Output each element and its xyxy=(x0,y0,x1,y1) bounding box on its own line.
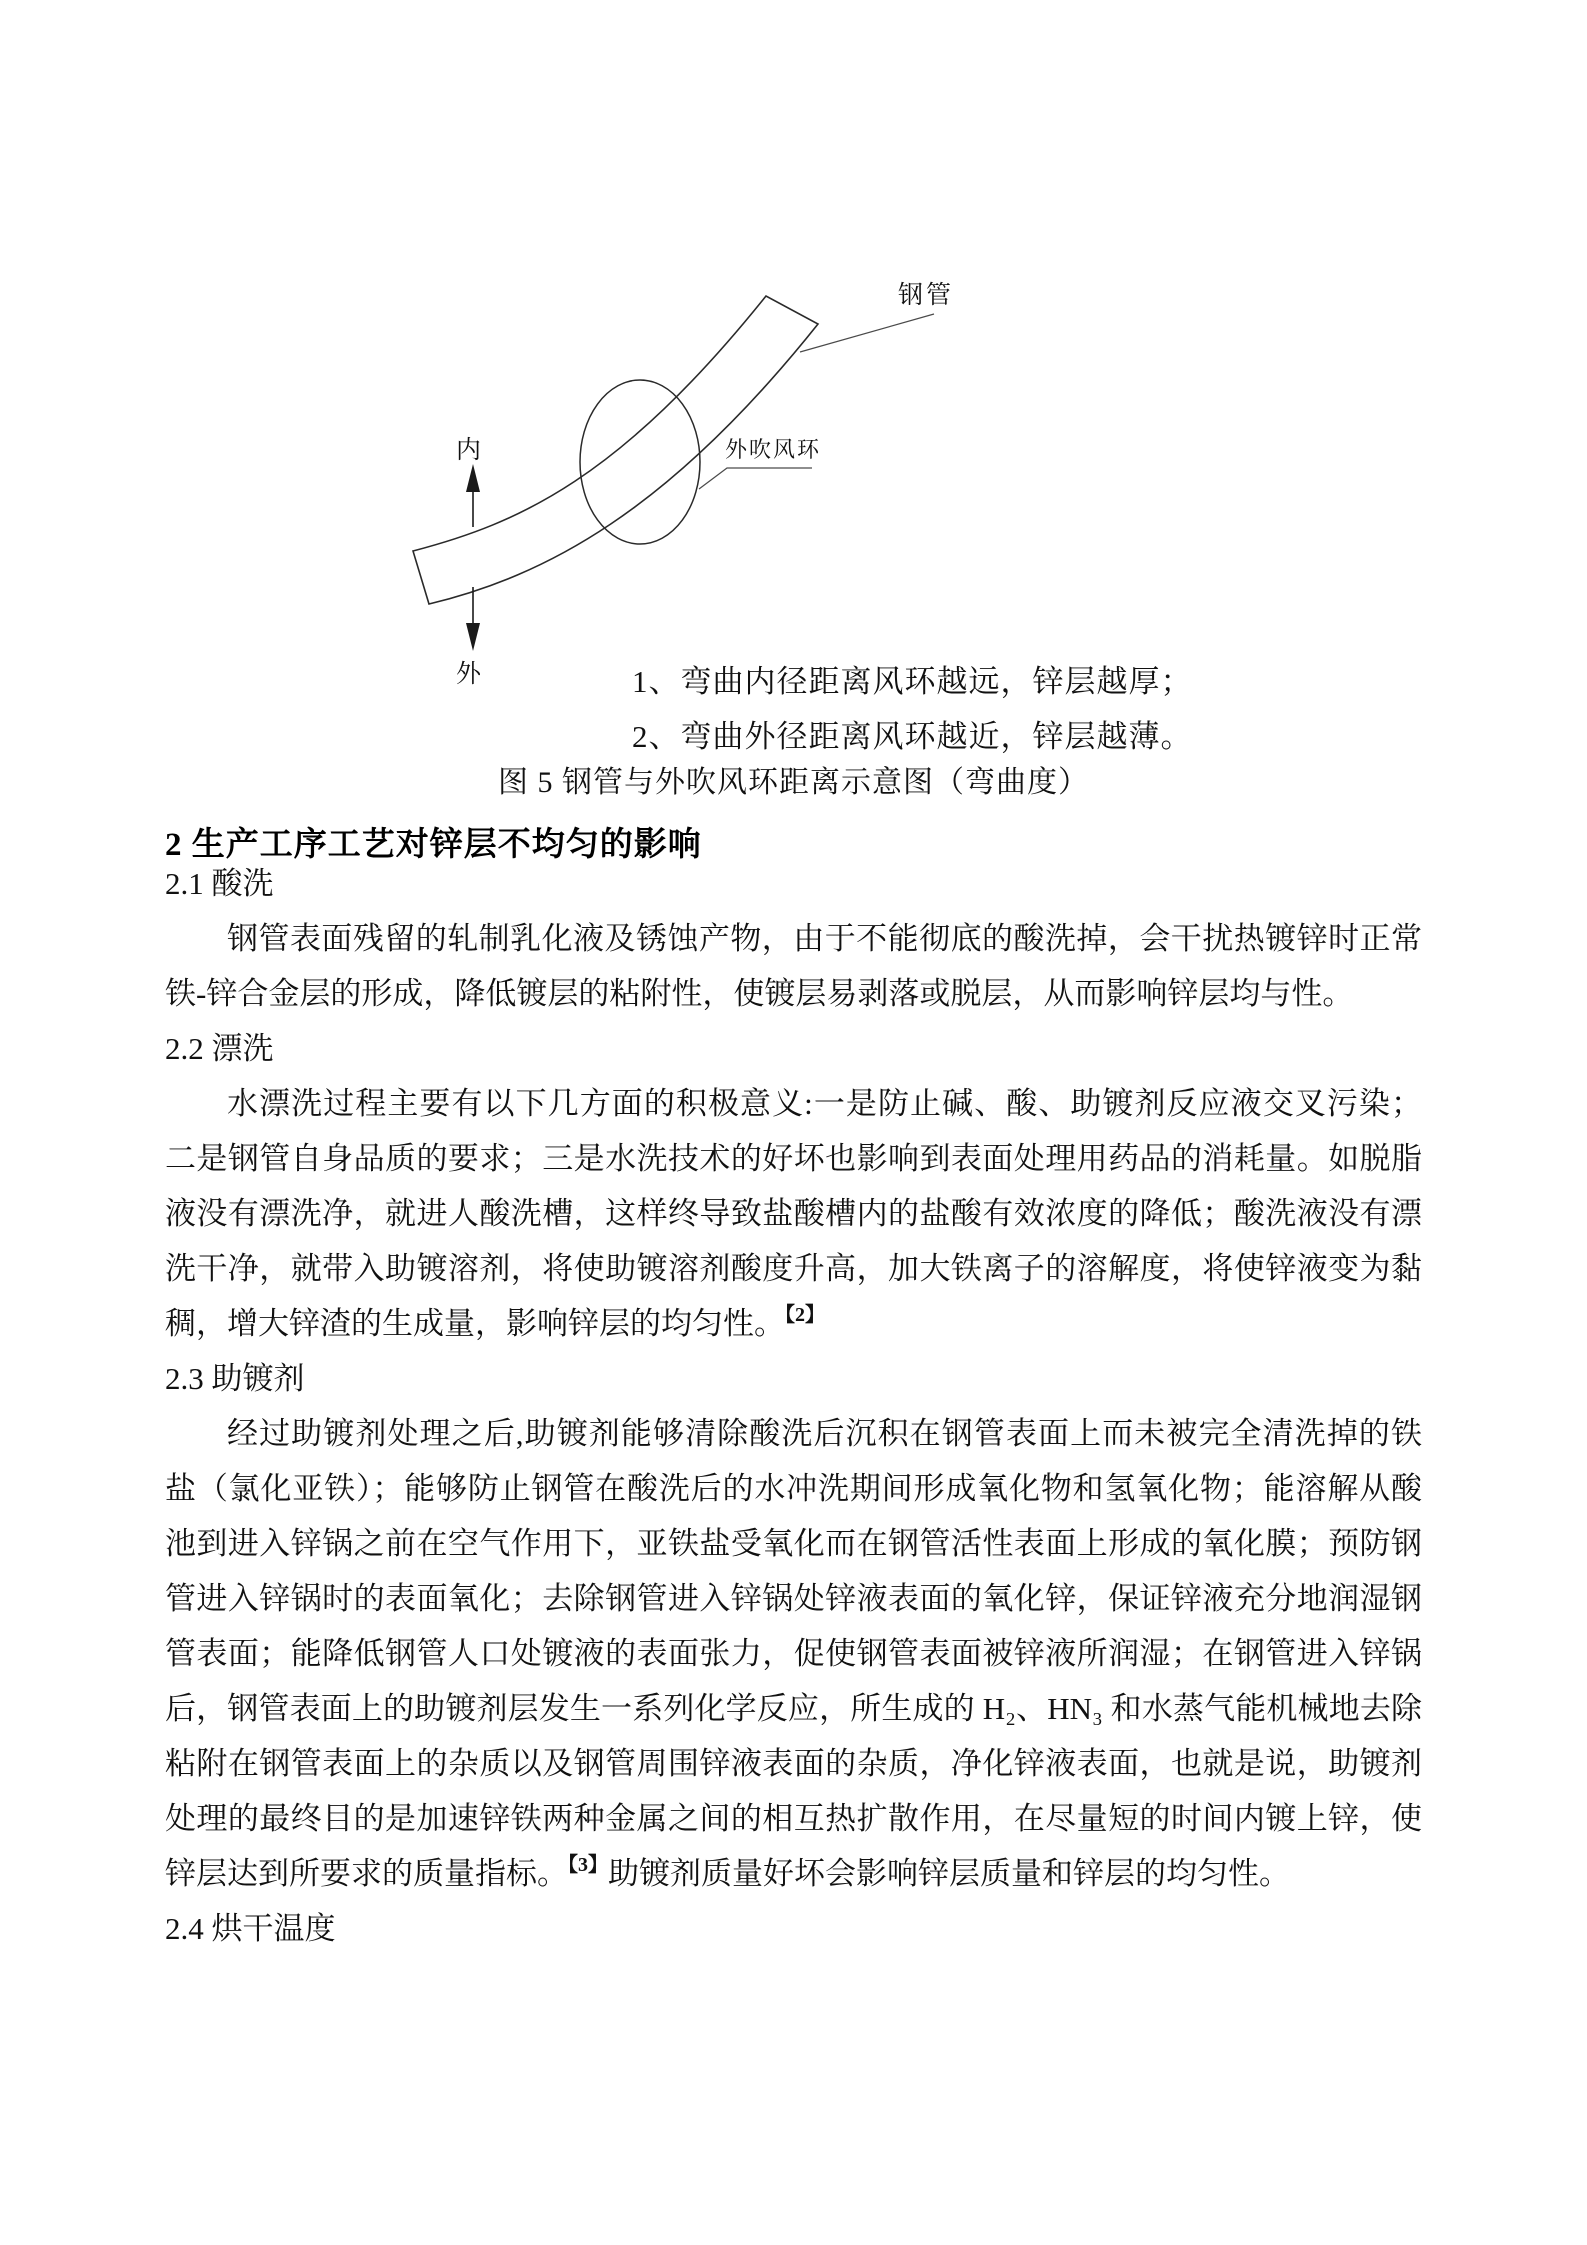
figure-caption: 图 5 钢管与外吹风环距离示意图（弯曲度） xyxy=(498,766,1089,799)
body-text xyxy=(165,856,1422,1956)
chapter-heading: 2 生产工序工艺对锌层不均匀的影响 xyxy=(165,827,702,863)
paragraph-line: 液没有漂洗净，就进人酸洗槽，这样终导致盐酸槽内的盐酸有效浓度的降低；酸洗液没有漂 xyxy=(165,1196,1422,1231)
paragraph-line xyxy=(165,1296,1422,1351)
paragraph-text: 稠，增大锌渣的生成量，影响锌层的均匀性。 xyxy=(165,1306,785,1341)
section-2-3-label: 2.3 助镀剂 xyxy=(165,1361,305,1396)
paragraph-line: 粘附在钢管表面上的杂质以及钢管周围锌液表面的杂质，净化锌液表面，也就是说，助镀剂 xyxy=(165,1746,1422,1781)
paragraph-line: 后，钢管表面上的助镀剂层发生一系列化学反应，所生成的 H₂、HN₃ 和水蒸气能机械地去除 xyxy=(165,1691,1422,1726)
figure-note-2: 2、弯曲外径距离风环越近，锌层越薄。 xyxy=(632,719,1193,754)
paragraph-line: 水漂洗过程主要有以下几方面的积极意义:一是防止碱、酸、助镀剂反应液交叉污染； xyxy=(227,1086,1422,1121)
figure-pipe-airring-schematic xyxy=(0,0,1587,760)
paragraph-line: 盐（氯化亚铁）；能够防止钢管在酸洗后的水冲洗期间形成氧化物和氢氧化物；能溶解从酸 xyxy=(165,1471,1422,1506)
figure-notes xyxy=(632,654,1193,764)
outer-label: 外 xyxy=(456,661,482,688)
section-2-2-label: 2.2 漂洗 xyxy=(165,1031,274,1066)
pipe-label: 钢管 xyxy=(898,282,955,309)
pipe-leader-line xyxy=(800,314,934,352)
air-ring-leader-line xyxy=(699,468,812,489)
paragraph-text: 锌层达到所要求的质量指标。 xyxy=(165,1856,568,1891)
paragraph-line xyxy=(165,1846,1422,1901)
outer-arrow-head xyxy=(466,623,480,651)
paragraph-line: 钢管表面残留的轧制乳化液及锈蚀产物，由于不能彻底的酸洗掉，会干扰热镀锌时正常 xyxy=(227,921,1422,956)
section-2-4-label: 2.4 烘干温度 xyxy=(165,1911,336,1946)
paragraph-line: 管进入锌锅时的表面氧化；去除钢管进入锌锅处锌液表面的氧化锌，保证锌液充分地润湿钢 xyxy=(165,1581,1422,1616)
citation-ref-2: 【2】 xyxy=(785,1304,825,1326)
paragraph-line: 池到进入锌锅之前在空气作用下，亚铁盐受氧化而在钢管活性表面上形成的氧化膜；预防钢 xyxy=(165,1526,1422,1561)
paragraph-line: 洗干净，就带入助镀溶剂，将使助镀溶剂酸度升高，加大铁离子的溶解度，将使锌液变为黏 xyxy=(165,1251,1422,1286)
paragraph-line: 处理的最终目的是加速锌铁两种金属之间的相互热扩散作用，在尽量短的时间内镀上锌，使 xyxy=(165,1801,1422,1836)
air-ring-label: 外吹风环 xyxy=(725,437,822,462)
inner-label: 内 xyxy=(456,437,482,464)
paragraph-line: 铁-锌合金层的形成，降低镀层的粘附性，使镀层易剥落或脱层，从而影响锌层均与性。 xyxy=(165,976,1354,1011)
inner-arrow-head xyxy=(466,464,480,492)
paragraph-line: 经过助镀剂处理之后,助镀剂能够清除酸洗后沉积在钢管表面上而未被完全清洗掉的铁 xyxy=(227,1416,1422,1451)
citation-ref-3: 【3】 xyxy=(568,1854,608,1876)
paragraph-line: 二是钢管自身品质的要求；三是水洗技术的好坏也影响到表面处理用药品的消耗量。如脱脂 xyxy=(165,1141,1422,1176)
paragraph-line: 管表面；能降低钢管人口处镀液的表面张力，促使钢管表面被锌液所润湿；在钢管进入锌锅 xyxy=(165,1636,1422,1671)
figure-note-1: 1、弯曲内径距离风环越远，锌层越厚； xyxy=(632,664,1193,699)
paragraph-text: 助镀剂质量好坏会影响锌层质量和锌层的均匀性。 xyxy=(608,1856,1290,1891)
section-2-1-label: 2.1 酸洗 xyxy=(165,866,274,901)
